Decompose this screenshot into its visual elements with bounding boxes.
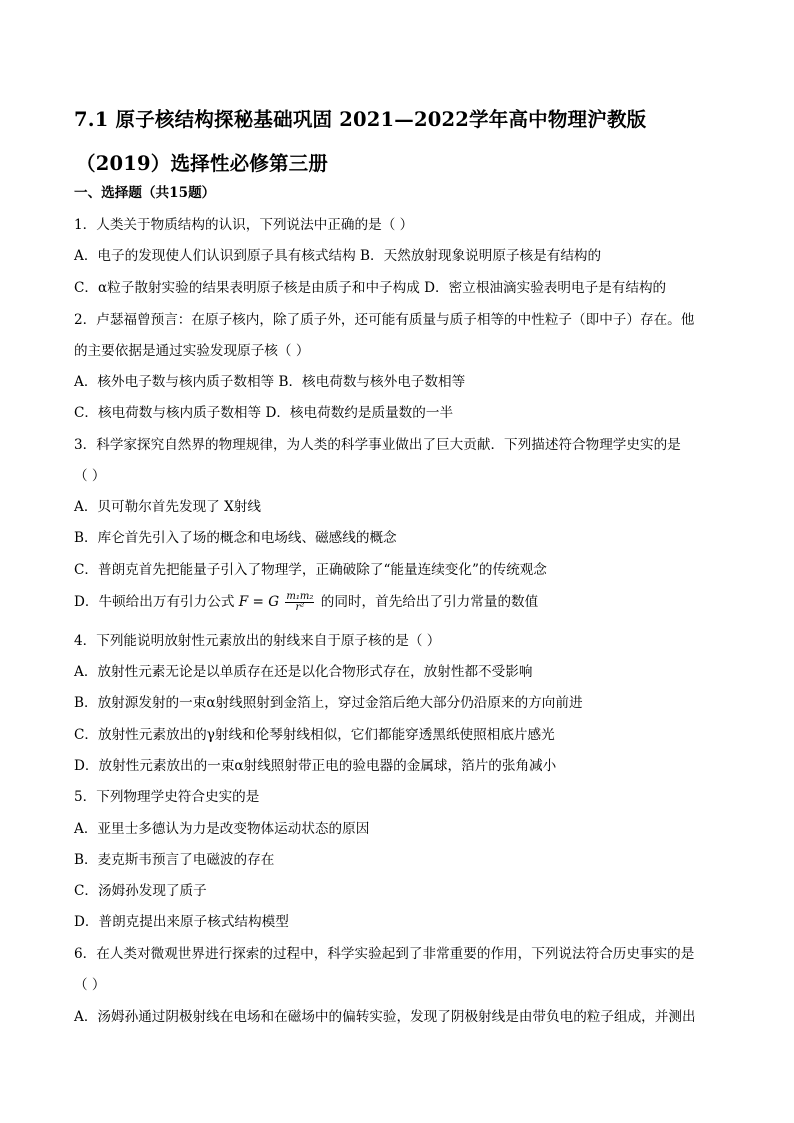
q4-option-c: C．放射性元素放出的γ射线和伦琴射线相似，它们都能穿透黑纸使照相底片感光 [74,727,555,743]
section-heading: 一、选择题（共15题） [74,185,216,201]
gravity-formula-fraction [285,592,314,613]
q4-stem: 4．下列能说明放射性元素放出的射线来自于原子核的是（ ） [74,633,441,649]
q4-option-d: D．放射性元素放出的一束α射线照射带正电的验电器的金属球，箔片的张角减小 [74,758,557,774]
q5-stem: 5．下列物理学史符合史实的是 [74,789,260,805]
q4-option-b: B．放射源发射的一束α射线照射到金箔上，穿过金箔后绝大部分仍沿原来的方向前进 [74,695,583,711]
doc-title-line2: （2019）选择性必修第三册 [76,152,329,175]
q6-stem-line1: 6．在人类对微观世界进行探索的过程中，科学实验起到了非常重要的作用，下列说法符合历史事实的是 [74,946,695,962]
q1-option-cd: C．α粒子散射实验的结果表明原子核是由质子和中子构成 D．密立根油滴实验表明电子是有结构的 [74,280,667,296]
q3-option-d [74,592,538,613]
q2-option-cd: C．核电荷数与核内质子数相等 D．核电荷数约是质量数的一半 [74,405,454,421]
q5-option-b: B．麦克斯韦预言了电磁波的存在 [74,852,275,868]
q3-option-a: A．贝可勒尔首先发现了 X射线 [74,499,261,515]
formula-numerator: m₁m₂ [286,591,314,602]
q3-option-d-before: D．牛顿给出万有引力公式 [74,594,235,610]
q2-option-ab: A．核外电子数与核内质子数相等 B．核电荷数与核外电子数相等 [74,374,466,390]
q3-stem-line1: 3．科学家探究自然界的物理规律，为人类的科学事业做出了巨大贡献．下列描述符合物理学史实的是 [74,437,681,453]
q2-stem-line1: 2．卢瑟福曾预言：在原子核内，除了质子外，还可能有质量与质子相等的中性粒子（即中子）存在。他 [74,312,695,328]
formula-denominator: r² [295,602,305,613]
q2-stem-line2: 的主要依据是通过实验发现原子核（ ） [74,343,310,359]
q5-option-c: C．汤姆孙发现了质子 [74,883,207,899]
q1-stem: 1．人类关于物质结构的认识，下列说法中正确的是（ ） [74,217,414,233]
q3-option-d-after: 的同时，首先给出了引力常量的数值 [320,594,539,610]
q4-option-a: A．放射性元素无论是以单质存在还是以化合物形式存在，放射性都不受影响 [74,664,533,680]
q1-option-ab: A．电子的发现使人们认识到原子具有核式结构 B．天然放射现象说明原子核是有结构的 [74,248,602,264]
q5-option-d: D．普朗克提出来原子核式结构模型 [74,914,289,930]
q3-stem-line2: （ ） [74,468,106,484]
q6-option-a: A．汤姆孙通过阴极射线在电场和在磁场中的偏转实验，发现了阴极射线是由带负电的粒子组成，并测出 [74,1009,696,1025]
q3-option-c: C．普朗克首先把能量子引入了物理学，正确破除了“能量连续变化”的传统观念 [74,562,547,578]
q6-stem-line2: （ ） [74,977,106,993]
doc-title-line1: 7.1 原子核结构探秘基础巩固 2021—2022学年高中物理沪教版 [74,108,647,131]
gravity-formula-lhs: F = G [238,594,280,610]
q3-option-b: B．库仑首先引入了场的概念和电场线、磁感线的概念 [74,530,397,546]
q5-option-a: A．亚里士多德认为力是改变物体运动状态的原因 [74,821,370,837]
